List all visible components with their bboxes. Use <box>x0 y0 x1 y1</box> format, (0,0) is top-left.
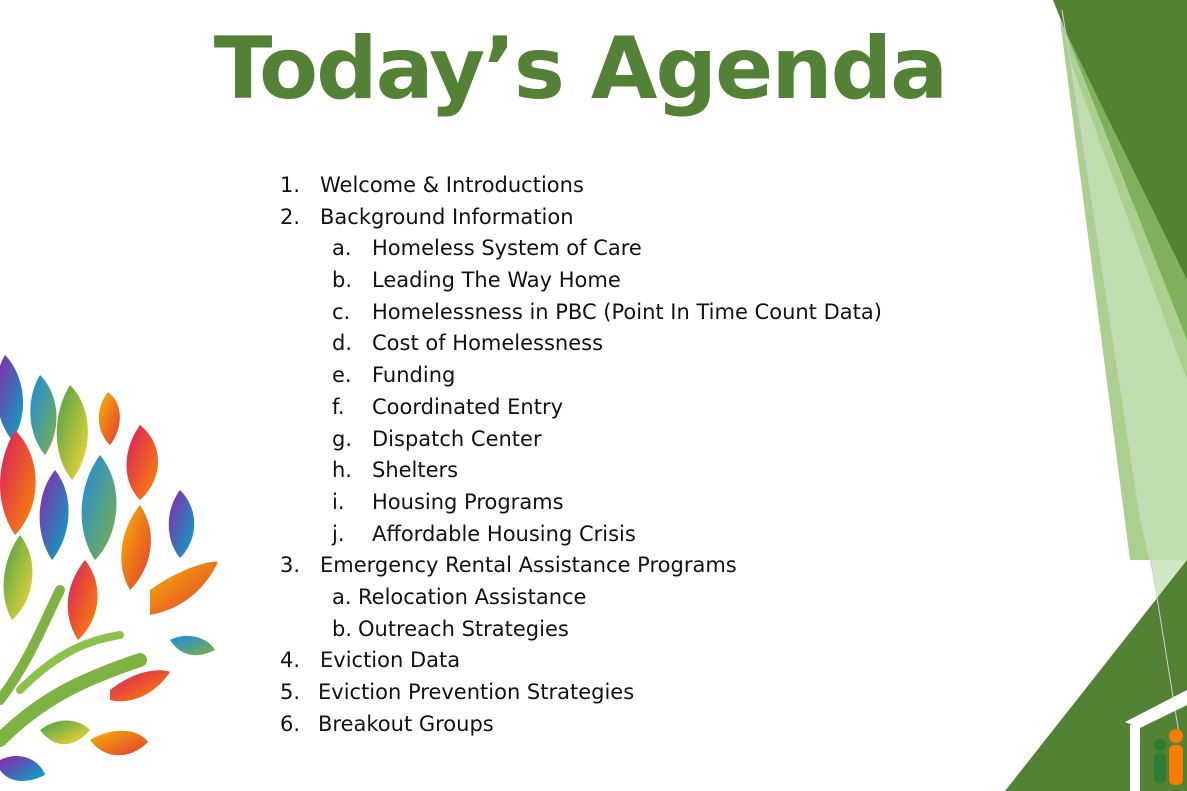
item-letter: d. <box>332 331 353 356</box>
item-letter: i. <box>332 489 345 514</box>
leaf-tree-graphic <box>0 355 218 781</box>
item-text: Homelessness in PBC (Point In Time Count Data) <box>372 299 882 324</box>
item-text: Dispatch Center <box>372 426 542 451</box>
item-text: Emergency Rental Assistance Programs <box>320 553 737 578</box>
item-text: Eviction Data <box>320 648 461 673</box>
item-letter: b. <box>332 616 353 641</box>
item-text: Cost of Homelessness <box>372 331 604 356</box>
item-text: Leading The Way Home <box>372 268 621 293</box>
item-letter: b. <box>332 268 353 293</box>
item-text: Affordable Housing Crisis <box>372 521 636 546</box>
item-text: Housing Programs <box>372 489 564 514</box>
item-letter: f. <box>332 394 345 419</box>
item-number: 6. <box>280 711 301 736</box>
item-letter: g. <box>332 426 353 451</box>
item-text: Welcome & Introductions <box>320 173 584 197</box>
item-text: Outreach Strategies <box>358 616 569 641</box>
slide-title: Today’s Agenda <box>213 19 947 119</box>
item-number: 1. <box>280 173 301 197</box>
item-text: Homeless System of Care <box>372 236 642 261</box>
item-number: 3. <box>280 553 301 578</box>
item-letter: e. <box>332 363 352 388</box>
item-letter: c. <box>332 299 351 324</box>
item-text: Coordinated Entry <box>372 394 563 419</box>
item-letter: j. <box>332 521 345 546</box>
item-letter: a. <box>332 584 352 609</box>
item-text: Funding <box>372 363 456 388</box>
item-text: Eviction Prevention Strategies <box>318 680 635 704</box>
item-text: Background Information <box>320 204 574 229</box>
item-number: 4. <box>280 648 301 673</box>
item-text: Shelters <box>372 458 459 483</box>
item-letter: a. <box>332 236 352 261</box>
item-number: 5. <box>280 680 301 704</box>
item-number: 2. <box>280 204 301 229</box>
item-letter: h. <box>332 458 352 483</box>
item-text: Breakout Groups <box>318 711 494 736</box>
item-text: Relocation Assistance <box>358 584 587 609</box>
